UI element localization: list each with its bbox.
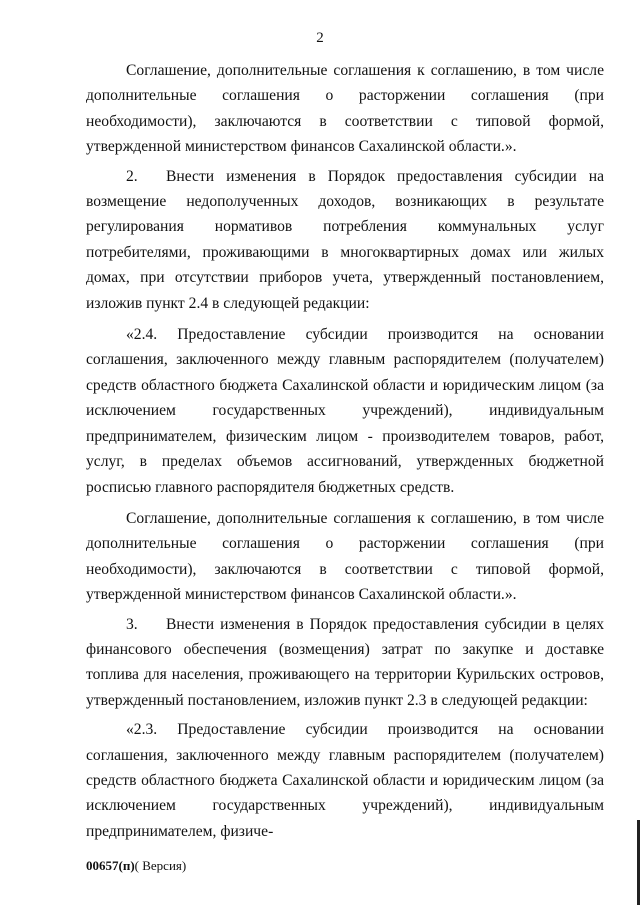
document-body xyxy=(86,58,604,844)
paragraph-text: Соглашение, дополнительные соглашения к соглашению, в том числе дополнительные соглашения о расторжении соглашения (при необходимости), заключаются в соответствии с типовой формой, утвержденной министерством финансов Сахалинской области.». xyxy=(86,509,604,604)
paragraph-number: 3. xyxy=(126,615,138,633)
paragraph-text: «2.4. Предоставление субсидии производится на основании соглашения, заключенного между главным распорядителем (получателем) средств областного бюджета Сахалинской области и юридическим лицом (за исключением государственных учреждений), индивидуальным предпринимателем, физическим лицом - производителем товаров, работ, услуг, в пределах объемов ассигнований, утвержденных бюджетной росписью главного распорядителя бюджетных средств. xyxy=(86,326,604,496)
paragraph-text: «2.3. Предоставление субсидии производится на основании соглашения, заключенного между главным распорядителем (получателем) средств областного бюджета Сахалинской области и юридическим лицом (за исключением государственных учреждений), индивидуальным предпринимателем, физиче- xyxy=(86,721,604,840)
paragraph-2 xyxy=(86,164,604,316)
paragraph-4 xyxy=(86,506,604,608)
paragraph-text: Соглашение, дополнительные соглашения к соглашению, в том числе дополнительные соглашения о расторжении соглашения (при необходимости), заключаются в соответствии с типовой формой, утвержденной министерством финансов Сахалинской области.». xyxy=(86,62,604,156)
document-code: 00657(п) xyxy=(86,858,135,873)
page-number: 2 xyxy=(316,30,324,46)
document-footer xyxy=(86,858,186,874)
document-version: ( Версия) xyxy=(134,858,187,873)
paragraph-6 xyxy=(86,717,604,844)
paragraph-1 xyxy=(86,58,604,160)
paragraph-5 xyxy=(86,612,604,714)
paragraph-number: 2. xyxy=(126,167,138,185)
paragraph-text: Внести изменения в Порядок предоставления субсидии в целях финансового обеспечения (возмещения) затрат по закупке и доставке топлива для населения, проживающего на территории Курильских островов, утвержденный постановлением, изложив пункт 2.3 в следующей редакции: xyxy=(86,615,604,709)
paragraph-3 xyxy=(86,322,604,500)
paragraph-text: Внести изменения в Порядок предоставления субсидии на возмещение недополученных доходов, возникающих в результате регулирования нормативов потребления коммунальных услуг потребителями, проживающими в многоквартирных домах или жилых домах, при отсутствии приборов учета, утвержденный постановлением, изложив пункт 2.4 в следующей редакции: xyxy=(86,167,604,312)
